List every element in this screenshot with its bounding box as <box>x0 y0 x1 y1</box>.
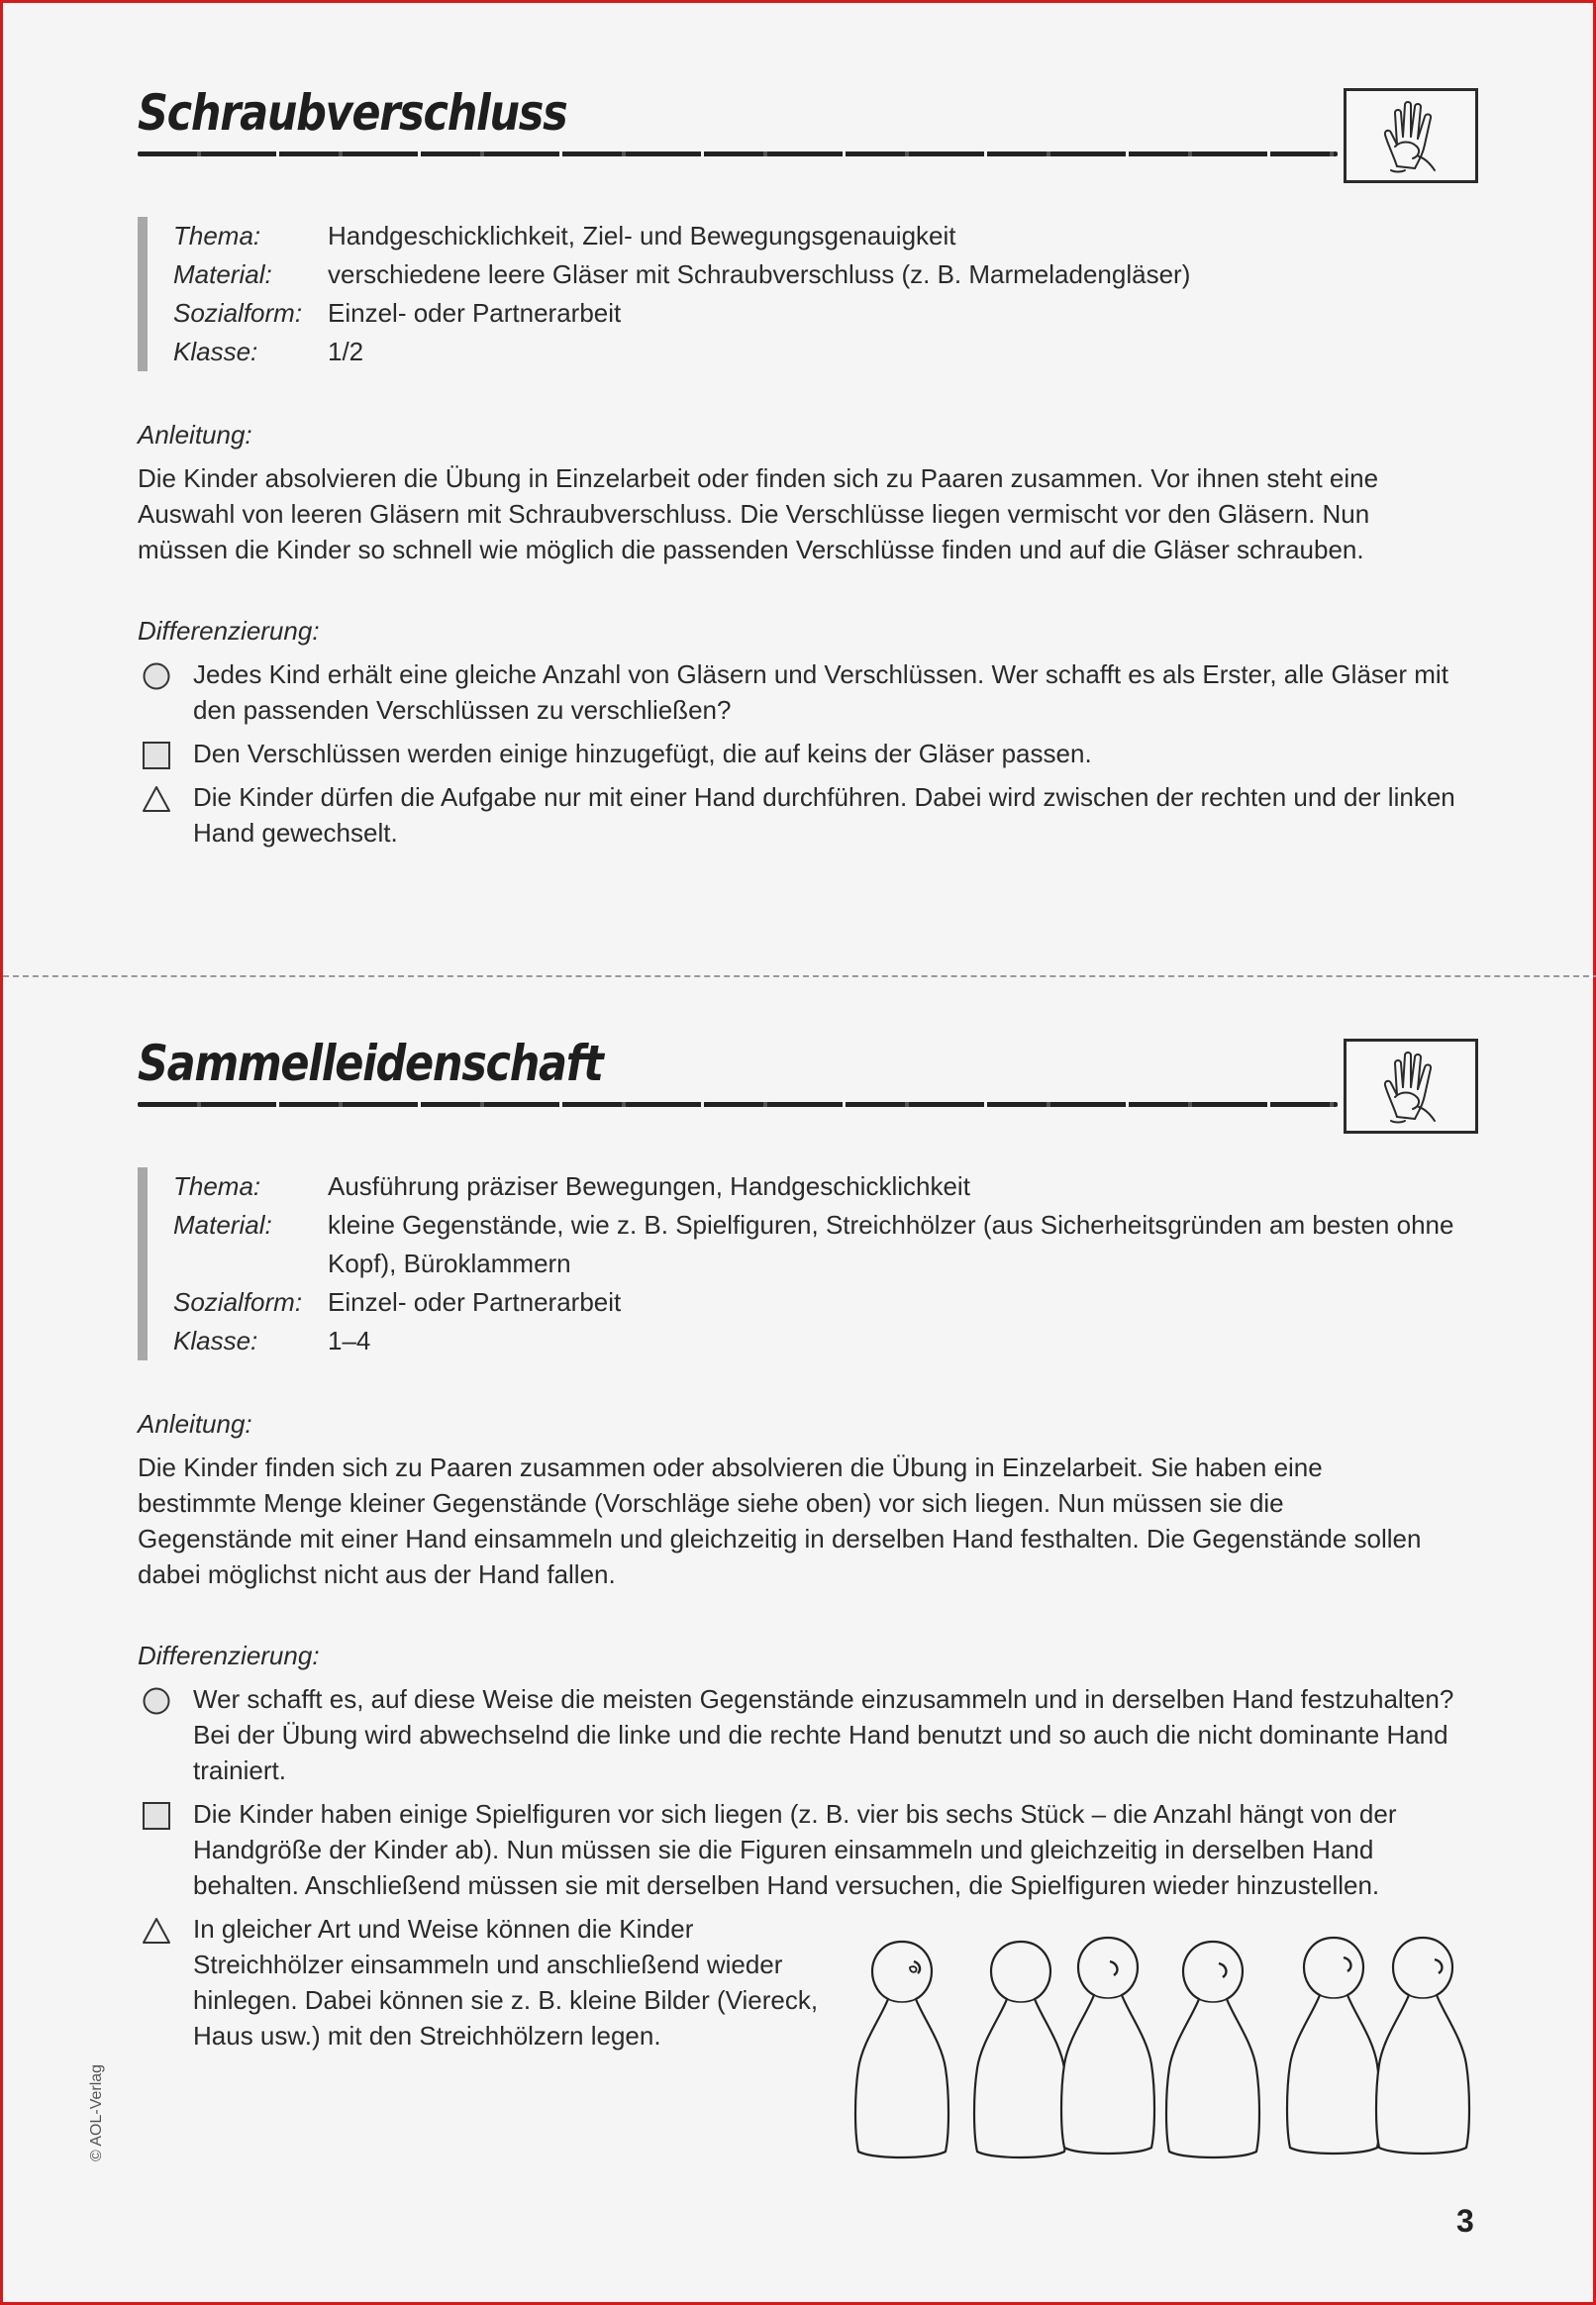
game-piece <box>1166 1942 1259 2157</box>
meta-label: Sozialform: <box>173 1287 303 1317</box>
game-piece <box>1376 1938 1469 2154</box>
meta-value: verschiedene leere Gläser mit Schraubverschluss (z. B. Marmeladengläser) <box>328 259 1191 289</box>
cut-line-divider <box>3 975 1596 977</box>
meta-label: Material: <box>173 259 272 289</box>
meta-label: Sozialform: <box>173 298 303 328</box>
meta-value: Handgeschicklichkeit, Ziel- und Bewegungsgenauigkeit <box>328 221 956 251</box>
game-piece <box>855 1942 948 2157</box>
meta-label: Klasse: <box>173 337 258 366</box>
meta-value: Ausführung präziser Bewegungen, Handgeschicklichkeit <box>328 1171 970 1201</box>
anleitung-heading: Anleitung: <box>138 420 252 450</box>
diff-item-text: Die Kinder haben einige Spielfiguren vor sich liegen (z. B. vier bis sechs Stück – die Anzahl hängt von der Handgröße der Kinder ab). Nun müssen sie die Figuren einsammeln und gleichzeitig in derselben Hand behalten. Anschließend müssen sie mit derselben Hand versuchen, die Spielfiguren wieder hinzustellen. <box>193 1799 1397 1900</box>
anleitung-heading: Anleitung: <box>138 1409 252 1439</box>
meta-value: Einzel- oder Partnerarbeit <box>328 1287 622 1317</box>
differenzierung-heading: Differenzierung: <box>138 616 320 646</box>
card-title: Sammelleidenschaft <box>138 1035 603 1092</box>
square-icon <box>142 1802 171 1830</box>
meta-row-klasse <box>173 1322 1480 1360</box>
card-header <box>138 74 1480 183</box>
card-title: Schraubverschluss <box>138 84 567 142</box>
diff-item-triangle <box>138 779 1466 851</box>
diff-item-square <box>138 736 1466 771</box>
game-piece <box>1287 1938 1380 2154</box>
diff-item-text: Den Verschlüssen werden einige hinzugefügt, die auf keins der Gläser passen. <box>193 739 1092 768</box>
triangle-icon <box>142 785 171 813</box>
diff-item-text: Die Kinder dürfen die Aufgabe nur mit einer Hand durchführen. Dabei wird zwischen der rechten und der linken Hand gewechselt. <box>193 782 1455 848</box>
circle-icon <box>142 1687 171 1715</box>
exercise-card-sammelleidenschaft <box>138 1025 1480 2054</box>
hand-icon <box>1375 97 1446 174</box>
diff-item-circle <box>138 656 1466 728</box>
meta-row-sozialform <box>173 1283 1480 1322</box>
meta-block <box>138 1167 1480 1360</box>
meta-value: 1/2 <box>328 337 364 366</box>
meta-label: Thema: <box>173 1171 261 1201</box>
hand-icon-box <box>1344 1039 1478 1134</box>
copyright-notice: © AOL-Verlag <box>88 2063 105 2161</box>
meta-value: Einzel- oder Partnerarbeit <box>328 298 622 328</box>
meta-block <box>138 217 1480 371</box>
diff-item-triangle <box>138 1911 827 2054</box>
meta-label: Material: <box>173 1210 272 1240</box>
diff-item-text: Wer schafft es, auf diese Weise die meisten Gegenstände einzusammeln und in derselben Hand festzuhalten? Bei der Übung wird abwechselnd die linke und die rechte Hand benutzt und so auch die nicht dominante Hand trainiert. <box>193 1684 1454 1785</box>
diff-item-circle <box>138 1681 1466 1788</box>
anleitung-text: Die Kinder absolvieren die Übung in Einzelarbeit oder finden sich zu Paaren zusammen. Vor ihnen steht eine Auswahl von leeren Gläsern mit Schraubverschluss. Die Verschlüsse liegen vermischt vor den Gläsern. Nun müssen die Kinder so schnell wie möglich die passenden Verschlüsse finden und auf die Gläser schrauben. <box>138 463 1379 564</box>
triangle-icon <box>142 1917 171 1945</box>
game-piece <box>974 1942 1067 2157</box>
meta-row-sozialform <box>173 294 1480 333</box>
diff-item-square <box>138 1796 1466 1903</box>
title-underline <box>138 151 1338 156</box>
game-piece <box>1061 1938 1154 2154</box>
exercise-card-schraubverschluss <box>138 74 1480 851</box>
diff-item-text: Jedes Kind erhält eine gleiche Anzahl von Gläsern und Verschlüssen. Wer schafft es als Erster, alle Gläser mit den passenden Verschlüssen zu verschließen? <box>193 659 1448 725</box>
meta-row-thema <box>173 217 1480 255</box>
meta-row-thema <box>173 1167 1480 1206</box>
meta-row-material <box>173 255 1480 294</box>
page-number: 3 <box>1456 2203 1474 2239</box>
differenzierung-heading: Differenzierung: <box>138 1641 320 1670</box>
square-icon <box>142 742 171 769</box>
anleitung-text: Die Kinder finden sich zu Paaren zusammen oder absolvieren die Übung in Einzelarbeit. Sie haben eine bestimmte Menge kleiner Gegenstände (Vorschläge siehe oben) vor sich liegen. Nun müssen sie die Gegenstände mit einer Hand einsammeln und gleichzeitig in derselben Hand festhalten. Die Gegenstände sollen dabei möglichst nicht aus der Hand fallen. <box>138 1453 1422 1589</box>
hand-icon-box <box>1344 88 1478 183</box>
game-pieces-illustration <box>850 1912 1480 2163</box>
diff-item-text: In gleicher Art und Weise können die Kinder Streichhölzer einsammeln und anschließend wieder hinlegen. Dabei können sie z. B. kleine Bilder (Viereck, Haus usw.) mit den Streichhölzern legen. <box>193 1914 819 2051</box>
meta-value: kleine Gegenstände, wie z. B. Spielfiguren, Streichhölzer (aus Sicherheitsgründen am besten ohne Kopf), Büroklammern <box>328 1210 1454 1278</box>
meta-label: Thema: <box>173 221 261 251</box>
meta-row-material <box>173 1206 1480 1283</box>
title-underline <box>138 1102 1338 1107</box>
hand-icon <box>1375 1048 1446 1125</box>
meta-label: Klasse: <box>173 1326 258 1355</box>
card-header <box>138 1025 1480 1134</box>
meta-row-klasse <box>173 333 1480 371</box>
meta-value: 1–4 <box>328 1326 371 1355</box>
circle-icon <box>142 662 171 690</box>
